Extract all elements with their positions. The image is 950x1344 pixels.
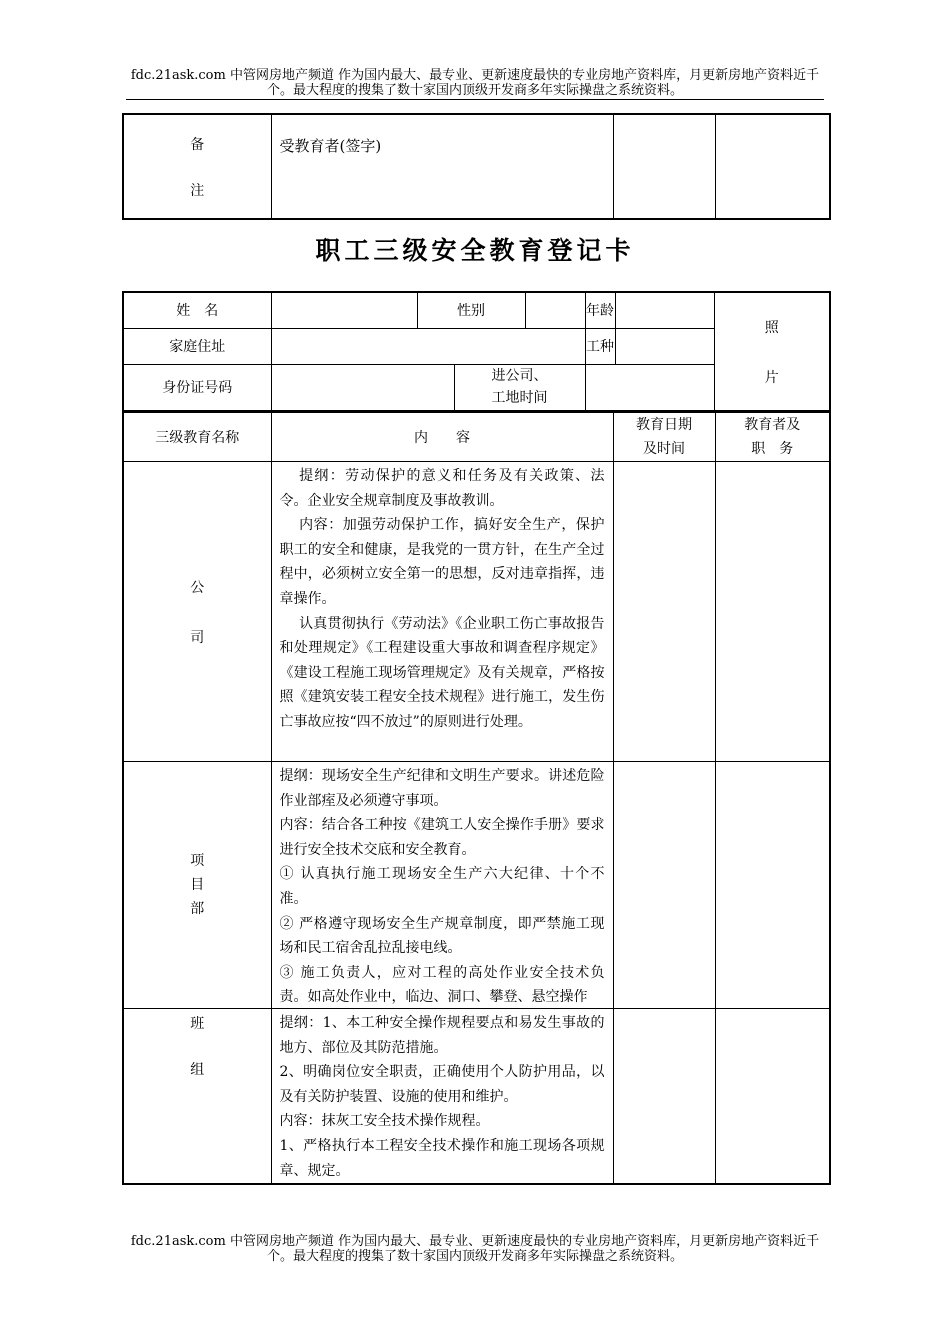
project-outline: 提纲：现场安全生产纪律和文明生产要求。讲述危险作业部痓及必须遵守事项。 bbox=[279, 768, 605, 809]
photo-label-2: 片 bbox=[764, 369, 779, 386]
col-header-content: 内 容 bbox=[271, 412, 613, 462]
col-header-date bbox=[613, 412, 715, 462]
company-label-2: 司 bbox=[190, 629, 205, 646]
company-content-intro: 内容：加强劳动保护工作，搞好安全生产，保护职工的安全和健康，是我党的一贯方针，在生产全过程中，必须树立安全第一的思想，反对违章指挥，违章操作。 bbox=[279, 517, 605, 607]
registration-header-table bbox=[122, 291, 831, 412]
team-content bbox=[271, 1009, 613, 1185]
photo-cell[interactable] bbox=[714, 292, 830, 411]
entry-time-label-1: 进公司、 bbox=[491, 368, 548, 385]
company-educator-field[interactable] bbox=[715, 462, 830, 762]
name-label: 姓 名 bbox=[123, 292, 271, 328]
team-outline-1: 提纲：1、本工种安全操作规程要点和易发生事故的地方、部位及其防范措施。 bbox=[279, 1015, 605, 1056]
company-content bbox=[271, 462, 613, 762]
team-item-1: 1、严格执行本工程安全技术操作和施工现场各项规章、规定。 bbox=[279, 1137, 605, 1179]
project-label-3: 部 bbox=[190, 901, 205, 917]
remarks-blank-1[interactable] bbox=[613, 114, 715, 219]
remarks-label-2: 注 bbox=[190, 182, 205, 199]
project-item-2: ② 严格遵守现场安全生产规章制度，即严禁施工现场和民工宿舍乱拉乱接电线。 bbox=[279, 915, 605, 957]
page-header-note: fdc.21ask.com 中管网房地产频道 作为国内最大、最专业、更新速度最快的专业房地产资料库，月更新房地产资料近千个。最大程度的搜集了数十家国内顶级开发商多年实际操盘之系统资料。 bbox=[130, 68, 820, 98]
trade-label: 工种 bbox=[585, 328, 615, 364]
col-header-date-2: 及时间 bbox=[643, 441, 685, 457]
project-date-field[interactable] bbox=[613, 762, 715, 1009]
gender-label: 性别 bbox=[417, 292, 525, 328]
name-field[interactable] bbox=[271, 292, 417, 328]
col-header-educator-1: 教育者及 bbox=[744, 417, 801, 433]
team-label-2: 组 bbox=[190, 1062, 205, 1078]
entry-time-label-2: 工地时间 bbox=[491, 390, 548, 407]
entry-time-label bbox=[454, 364, 585, 411]
project-label-1: 项 bbox=[190, 853, 205, 869]
company-date-field[interactable] bbox=[613, 462, 715, 762]
address-field[interactable] bbox=[271, 328, 585, 364]
project-level-row bbox=[123, 762, 830, 1009]
education-table bbox=[122, 411, 831, 1185]
team-outline-2: 2、明确岗位安全职责，正确使用个人防护用品，以及有关防护装置、设施的使用和维护。 bbox=[279, 1064, 605, 1105]
age-field[interactable] bbox=[615, 292, 714, 328]
remarks-table bbox=[122, 113, 831, 220]
project-item-3: ③ 施工负责人，应对工程的高处作业安全技术负责。如高处作业中，临边、洞口、攀登、悬空操作 bbox=[279, 964, 605, 1006]
remarks-label-cell bbox=[123, 114, 271, 219]
project-educator-field[interactable] bbox=[715, 762, 830, 1009]
team-educator-field[interactable] bbox=[715, 1009, 830, 1185]
company-outline: 提纲：劳动保护的意义和任务及有关政策、法令。企业安全规章制度及事故教训。 bbox=[279, 468, 605, 509]
gender-field[interactable] bbox=[525, 292, 585, 328]
company-regulations: 认真贯彻执行《劳动法》《企业职工伤亡事故报告和处理规定》《工程建设重大事故和调查程序规定》《建设工程施工现场管理规定》及有关规章，严格按照《建筑安装工程安全技术规程》进行施工，发生伤亡事故应按“四不放过”的原则进行处理。 bbox=[279, 615, 605, 730]
team-level-label bbox=[123, 1009, 271, 1185]
team-level-row bbox=[123, 1009, 830, 1185]
project-label-2: 目 bbox=[190, 877, 205, 893]
trade-field[interactable] bbox=[615, 328, 714, 364]
company-level-row bbox=[123, 462, 830, 762]
page-footer-note: fdc.21ask.com 中管网房地产频道 作为国内最大、最专业、更新速度最快的专业房地产资料库，月更新房地产资料近千个。最大程度的搜集了数十家国内顶级开发商多年实际操盘之系统资料。 bbox=[130, 1234, 820, 1264]
project-level-label bbox=[123, 762, 271, 1009]
remarks-blank-2[interactable] bbox=[715, 114, 830, 219]
company-label-1: 公 bbox=[190, 579, 205, 596]
team-label-1: 班 bbox=[190, 1016, 205, 1032]
id-number-label: 身份证号码 bbox=[123, 364, 271, 411]
project-item-1: ① 认真执行施工现场安全生产六大纪律、十个不准。 bbox=[279, 866, 605, 907]
col-header-date-1: 教育日期 bbox=[636, 417, 692, 433]
col-header-level: 三级教育名称 bbox=[123, 412, 271, 462]
photo-label-1: 照 bbox=[764, 319, 779, 336]
remarks-label-1: 备 bbox=[190, 136, 205, 153]
page-title: 职工三级安全教育登记卡 bbox=[315, 236, 635, 265]
id-number-field[interactable] bbox=[271, 364, 454, 411]
header-divider bbox=[126, 99, 824, 100]
col-header-educator-2: 职 务 bbox=[751, 441, 794, 457]
team-content-intro: 内容：抹灰工安全技术操作规程。 bbox=[279, 1113, 490, 1130]
project-content bbox=[271, 762, 613, 1009]
team-date-field[interactable] bbox=[613, 1009, 715, 1185]
address-label: 家庭住址 bbox=[123, 328, 271, 364]
entry-time-field[interactable] bbox=[585, 364, 714, 411]
age-label: 年龄 bbox=[585, 292, 615, 328]
project-content-intro: 内容：结合各工种按《建筑工人安全操作手册》要求进行安全技术交底和安全教育。 bbox=[279, 817, 605, 858]
company-level-label bbox=[123, 462, 271, 762]
trainee-signature-field[interactable]: 受教育者(签字) bbox=[271, 114, 613, 219]
col-header-educator bbox=[715, 412, 830, 462]
